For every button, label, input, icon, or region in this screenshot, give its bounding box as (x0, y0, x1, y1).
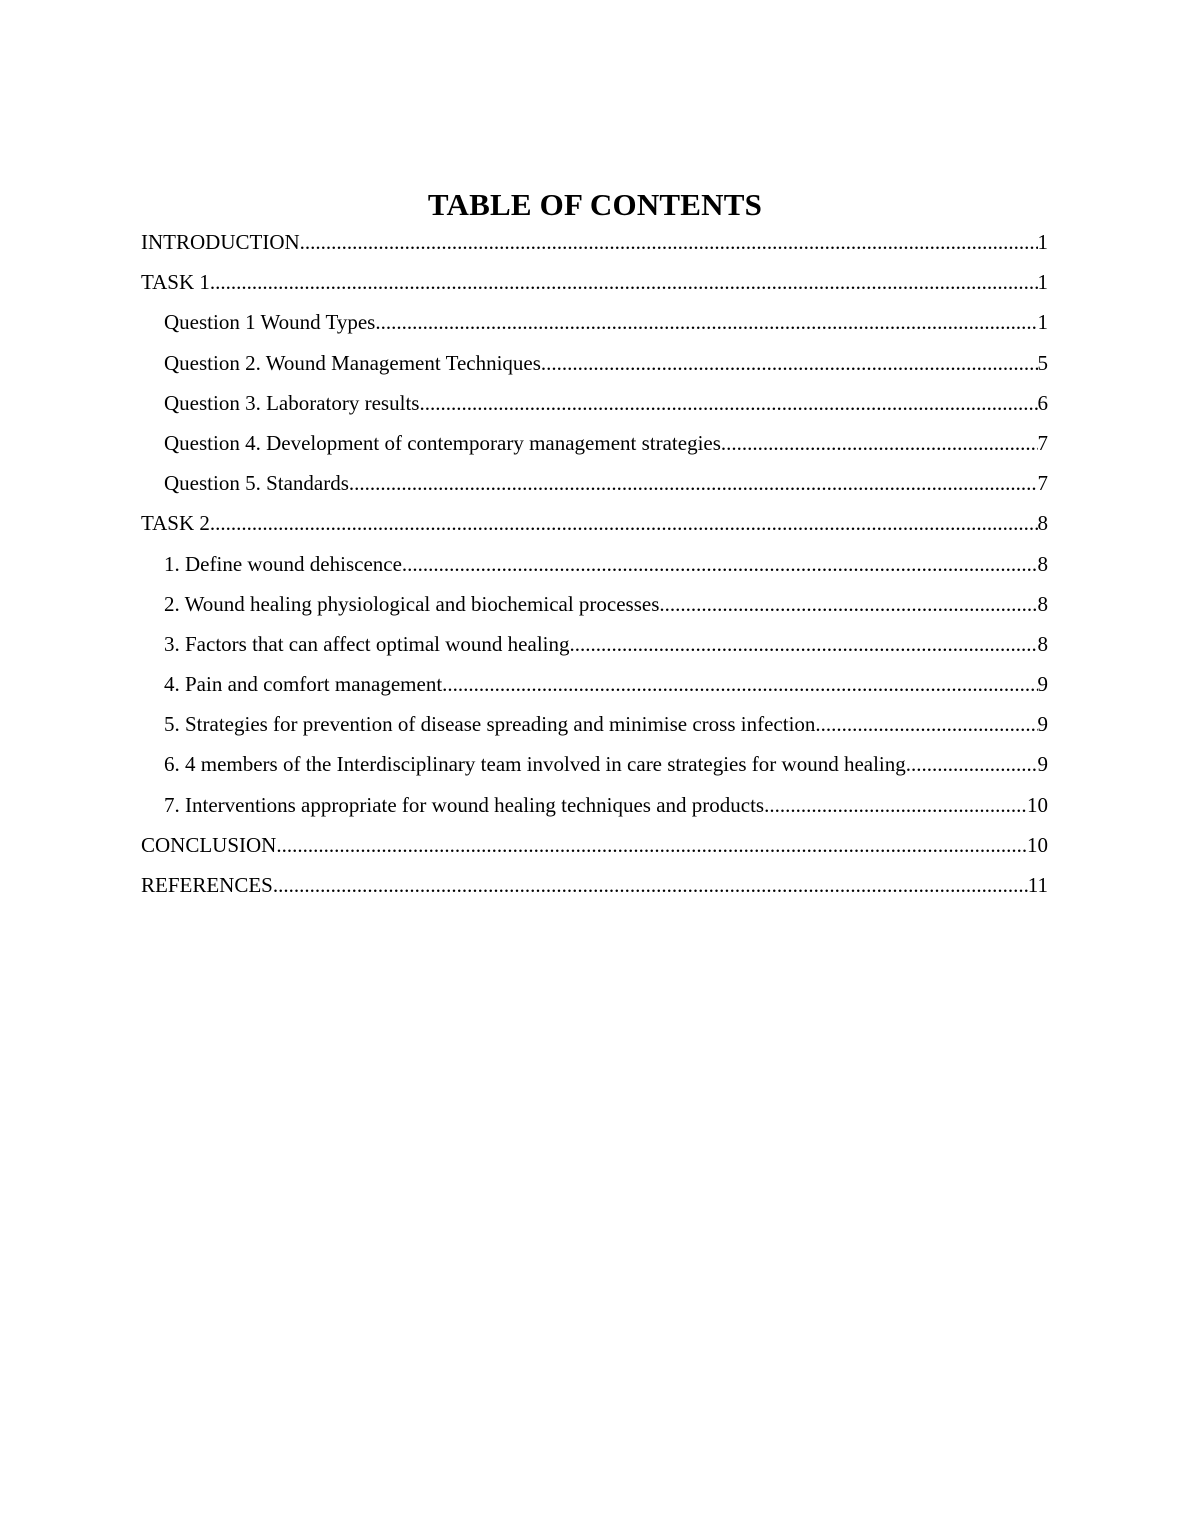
toc-entry[interactable] (141, 866, 1048, 906)
toc-page-number: 5 (1037, 350, 1048, 375)
toc-entry-label: 4. Pain and comfort management (164, 672, 443, 697)
toc-page-number: 7 (1037, 471, 1048, 496)
toc-entry[interactable] (141, 303, 1048, 343)
toc-dot-leader (442, 665, 1037, 703)
toc-entry-label: CONCLUSION (141, 832, 277, 857)
toc-page-number: 1 (1037, 310, 1048, 335)
toc-dot-leader (419, 384, 1037, 422)
table-of-contents (141, 223, 1048, 906)
toc-dot-leader (815, 705, 1037, 743)
toc-entry-label: 5. Strategies for prevention of disease spreading and minimise cross infection (164, 712, 816, 737)
toc-page-number: 9 (1037, 712, 1048, 737)
toc-entry[interactable] (141, 464, 1048, 504)
toc-entry-label: Question 1 Wound Types (164, 310, 376, 335)
toc-page-number: 1 (1037, 230, 1048, 254)
toc-entry[interactable] (141, 223, 1048, 263)
toc-entry-label: 2. Wound healing physiological and biochemical processes (164, 591, 660, 616)
toc-dot-leader (273, 866, 1028, 904)
toc-dot-leader (300, 223, 1038, 261)
toc-entry-label: Question 2. Wound Management Techniques (164, 350, 541, 375)
toc-entry[interactable] (141, 545, 1048, 585)
toc-page-number: 9 (1037, 672, 1048, 697)
toc-entry-label: Question 5. Standards (164, 471, 349, 496)
toc-dot-leader (570, 625, 1038, 663)
toc-dot-leader (210, 504, 1038, 542)
toc-page-number: 6 (1037, 390, 1048, 415)
toc-page-number: 8 (1037, 591, 1048, 616)
toc-dot-leader (764, 786, 1027, 824)
toc-dot-leader (349, 464, 1038, 502)
toc-entry[interactable] (141, 705, 1048, 745)
page-title: TABLE OF CONTENTS (427, 187, 763, 222)
toc-entry[interactable] (141, 745, 1048, 785)
toc-entry-label: 6. 4 members of the Interdisciplinary team involved in care strategies for wound healing (164, 752, 906, 777)
toc-dot-leader (276, 826, 1027, 864)
toc-page-number: 7 (1037, 430, 1048, 455)
toc-entry-label: 3. Factors that can affect optimal wound healing (164, 631, 570, 656)
toc-page-number: 9 (1037, 752, 1048, 777)
toc-entry-label: Question 3. Laboratory results (164, 390, 420, 415)
toc-page-number: 11 (1027, 873, 1048, 897)
toc-entry-label: REFERENCES (141, 873, 273, 897)
toc-page-number: 8 (1037, 631, 1048, 656)
toc-dot-leader (541, 344, 1038, 382)
toc-dot-leader (721, 424, 1038, 462)
toc-entry-label: TASK 2 (141, 511, 210, 536)
toc-page-number: 10 (1027, 792, 1048, 817)
toc-dot-leader (210, 263, 1038, 301)
toc-page-number: 8 (1037, 551, 1048, 576)
toc-entry[interactable] (141, 585, 1048, 625)
toc-entry[interactable] (141, 384, 1048, 424)
toc-entry[interactable] (141, 665, 1048, 705)
toc-entry-label: INTRODUCTION (141, 230, 300, 254)
toc-entry-label: TASK 1 (141, 270, 210, 295)
toc-entry[interactable] (141, 826, 1048, 866)
toc-dot-leader (402, 545, 1038, 583)
toc-entry-label: 7. Interventions appropriate for wound healing techniques and products (164, 792, 765, 817)
toc-entry[interactable] (141, 424, 1048, 464)
toc-dot-leader (659, 585, 1037, 623)
toc-page-number: 10 (1027, 832, 1048, 857)
toc-dot-leader (906, 745, 1038, 783)
toc-entry[interactable] (141, 786, 1048, 826)
toc-dot-leader (375, 303, 1037, 341)
toc-entry-label: Question 4. Development of contemporary management strategies (164, 430, 721, 455)
toc-page-number: 8 (1037, 511, 1048, 536)
toc-entry[interactable] (141, 344, 1048, 384)
toc-page-number: 1 (1037, 270, 1048, 295)
toc-entry[interactable] (141, 504, 1048, 544)
toc-entry[interactable] (141, 625, 1048, 665)
toc-entry[interactable] (141, 263, 1048, 303)
toc-entry-label: 1. Define wound dehiscence (164, 551, 402, 576)
